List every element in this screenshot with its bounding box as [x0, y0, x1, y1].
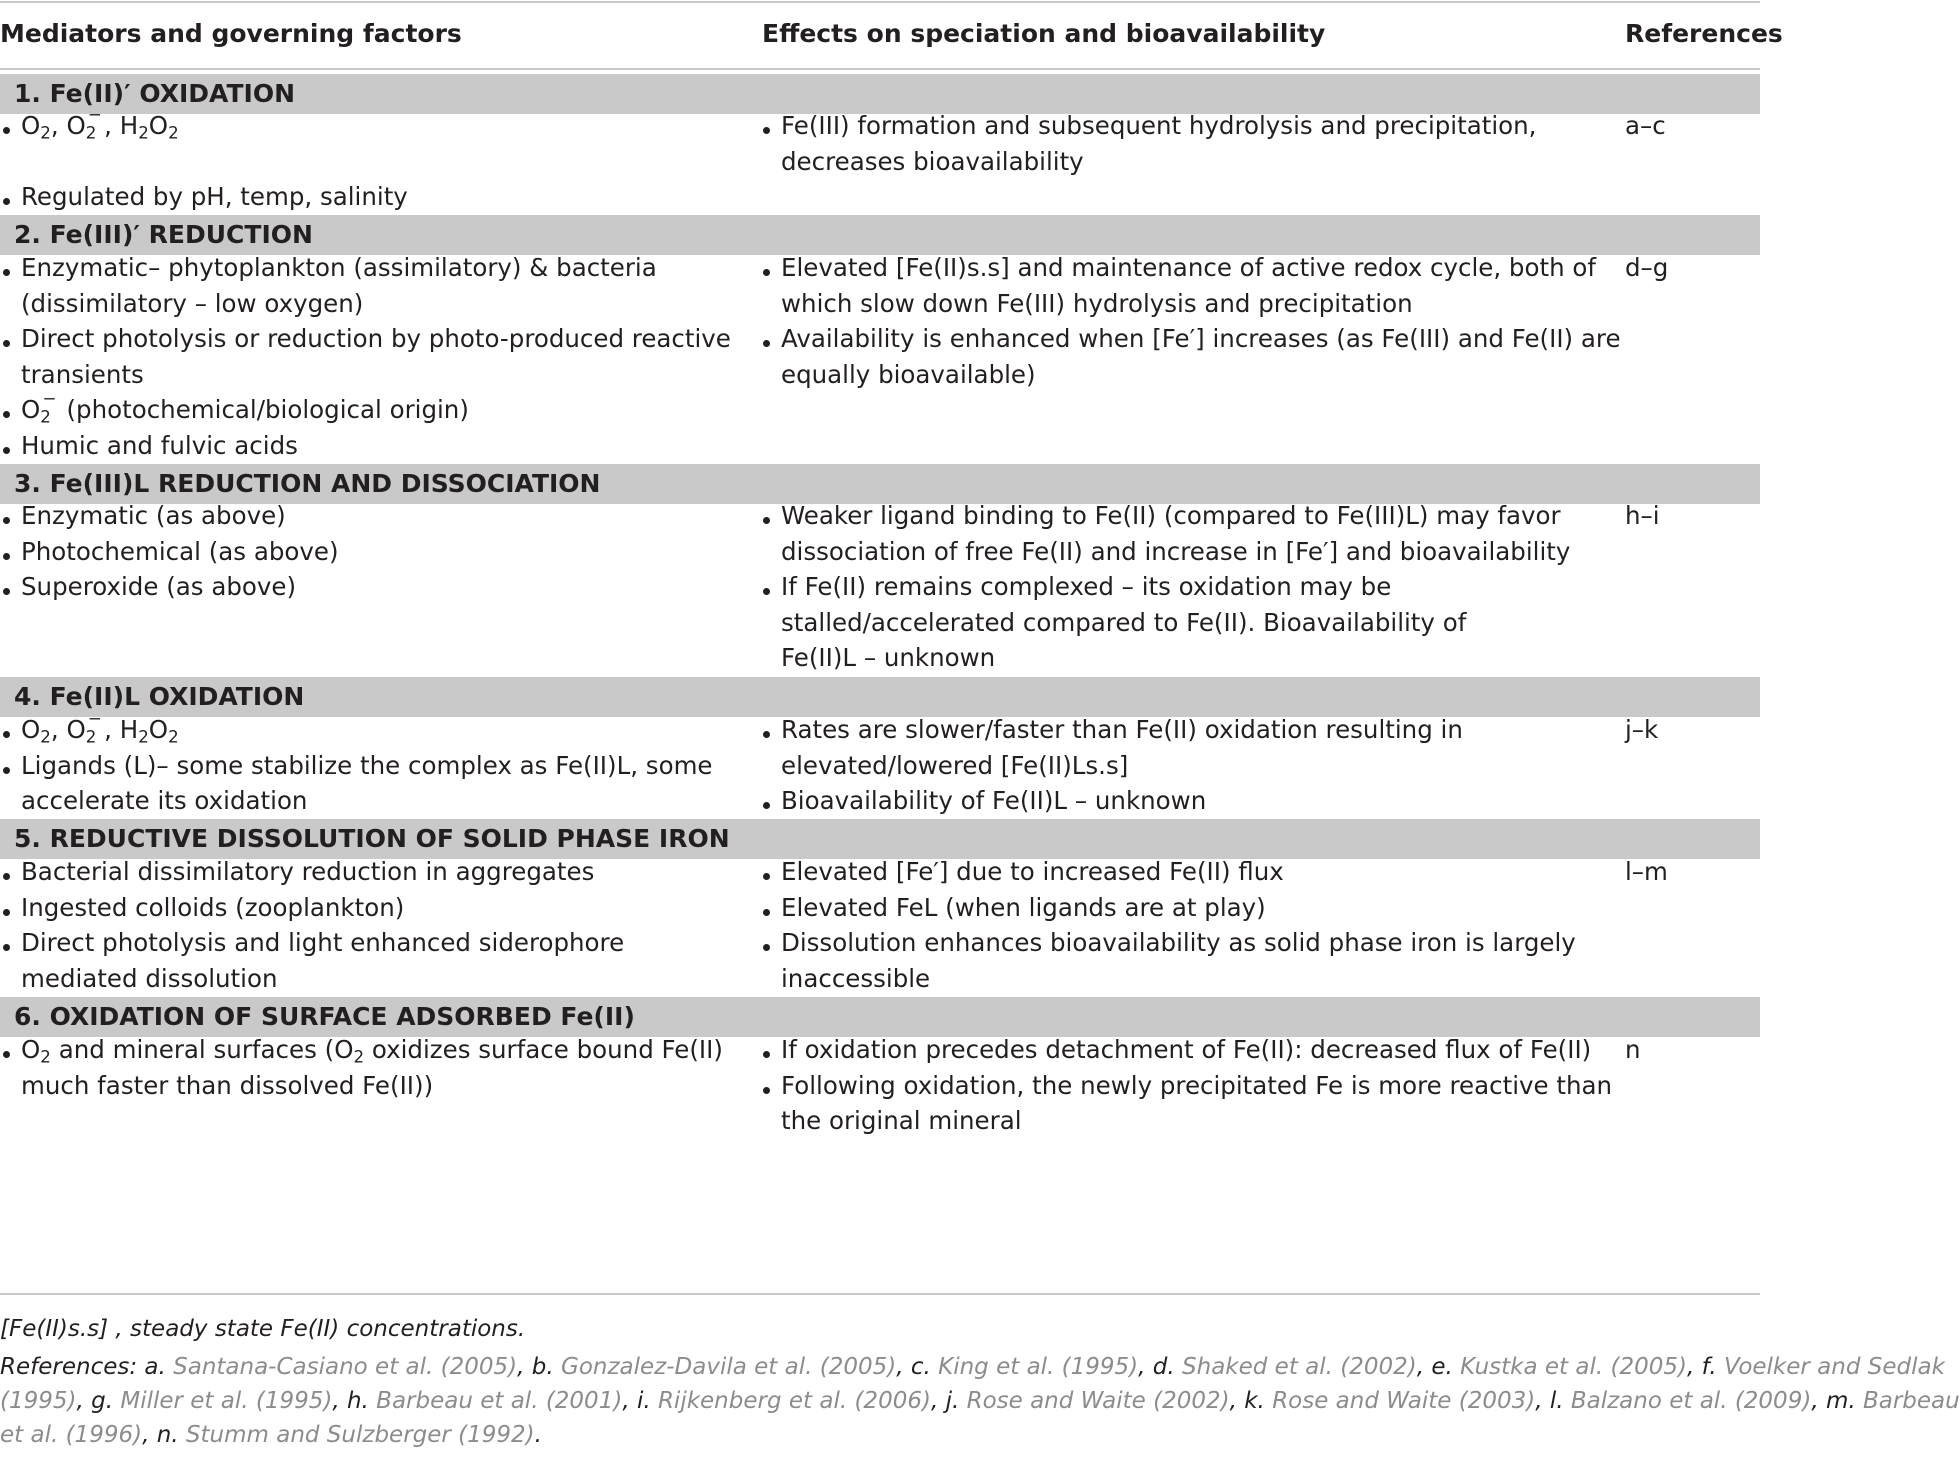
reference-separator: , — [76, 1388, 92, 1414]
reference-key: g. — [91, 1388, 121, 1414]
section-title: 1. Fe(II)′ OXIDATION — [14, 79, 295, 108]
reference-keys: d–g — [1625, 253, 1669, 282]
mediator-item: Superoxide (as above) — [0, 569, 296, 605]
reference-citation[interactable]: Barbeau et al. (2001) — [376, 1388, 623, 1414]
effect-item: Weaker ligand binding to Fe(II) (compared to Fe(III)L) may favor dissociation of free Fe(II) and increase in [Fe′] and bioavailability — [760, 498, 1570, 569]
reference-key: k. — [1244, 1388, 1273, 1414]
section-header — [0, 819, 1760, 859]
mediator-item: Direct photolysis or reduction by photo-produced reactive transients — [0, 321, 731, 392]
effect-item: Dissolution enhances bioavailability as solid phase iron is largely inaccessible — [760, 925, 1576, 996]
mediator-item: O2 − (photochemical/biological origin) — [0, 392, 469, 428]
mediator-item: Direct photolysis and light enhanced siderophore mediated dissolution — [0, 925, 624, 996]
reference-separator: , — [1416, 1354, 1432, 1380]
reference-key: f. — [1701, 1354, 1724, 1380]
reference-citation[interactable]: Gonzalez-Davila et al. (2005) — [561, 1354, 897, 1380]
header-rule — [0, 68, 1760, 70]
reference-keys: l–m — [1625, 857, 1668, 886]
mediator-item: Humic and fulvic acids — [0, 428, 298, 464]
reference-key: h. — [346, 1388, 377, 1414]
reference-citation[interactable]: Balzano et al. (2009) — [1570, 1388, 1812, 1414]
reference-separator: , — [1535, 1388, 1550, 1414]
reference-keys: n — [1625, 1035, 1641, 1064]
section-title: 4. Fe(II)L OXIDATION — [14, 682, 305, 711]
section-title: 3. Fe(III)L REDUCTION AND DISSOCIATION — [14, 469, 601, 498]
mediator-item: Ingested colloids (zooplankton) — [0, 890, 404, 926]
reference-key: d. — [1152, 1354, 1183, 1380]
reference-citation[interactable]: Kustka et al. (2005) — [1460, 1354, 1687, 1380]
reference-separator: , — [517, 1354, 532, 1380]
reference-keys: j–k — [1625, 715, 1659, 744]
mediator-item: $O_2$, O2 − , $H_2O_2$ — [0, 108, 179, 144]
reference-key: i. — [636, 1388, 658, 1414]
reference-key: l. — [1549, 1388, 1571, 1414]
reference-citation[interactable]: Stumm and Sulzberger (1992) — [185, 1422, 535, 1448]
reference-separator: , — [1229, 1388, 1245, 1414]
reference-key: n. — [156, 1422, 186, 1448]
section-header — [0, 215, 1760, 255]
effect-item: Elevated FeL (when ligands are at play) — [760, 890, 1266, 926]
table-bottom-rule — [0, 1293, 1760, 1295]
reference-separator: , — [896, 1354, 911, 1380]
reference-citation[interactable]: Barbeau — [1862, 1388, 1960, 1414]
references-label: References: — [0, 1354, 145, 1380]
effect-item: Elevated [Fe′] due to increased Fe(II) flux — [760, 854, 1284, 890]
effect-item: Bioavailability of Fe(II)L – unknown — [760, 783, 1206, 819]
mediator-item: $O_2$ and mineral surfaces ($O_2$ oxidizes surface bound Fe(II) much faster than dissolved Fe(II)) — [0, 1032, 723, 1103]
reference-key: e. — [1431, 1354, 1461, 1380]
reference-citation[interactable]: Rijkenberg et al. (2006) — [657, 1388, 931, 1414]
reference-citation[interactable]: (1995) — [0, 1388, 77, 1414]
reference-key: m. — [1825, 1388, 1863, 1414]
effect-item: If Fe(II) remains complexed – its oxidation may be stalled/accelerated compared to Fe(II). Bioavailability of Fe(II)L – unknown — [760, 569, 1466, 676]
reference-separator: , — [622, 1388, 637, 1414]
reference-separator: , — [142, 1422, 157, 1448]
reference-separator: . — [534, 1422, 542, 1448]
mediator-item: Photochemical (as above) — [0, 534, 339, 570]
table-header — [0, 14, 1783, 54]
mediator-item: Regulated by pH, temp, salinity — [0, 179, 408, 215]
reference-separator: , — [332, 1388, 347, 1414]
effect-item: Availability is enhanced when [Fe′] increases (as Fe(III) and Fe(II) are equally bioavailable) — [760, 321, 1621, 392]
section-header — [0, 677, 1760, 717]
effect-item: Fe(III) formation and subsequent hydrolysis and precipitation, decreases bioavailability — [760, 108, 1536, 179]
header-effects: Effects on speciation and bioavailability — [762, 19, 1326, 48]
reference-citation[interactable]: King et al. (1995) — [938, 1354, 1139, 1380]
reference-key: a. — [144, 1354, 174, 1380]
reference-citation[interactable]: Miller et al. (1995) — [120, 1388, 333, 1414]
reference-key: b. — [531, 1354, 561, 1380]
reference-citation[interactable]: Voelker and Sedlak — [1723, 1354, 1945, 1380]
mediator-item: Bacterial dissimilatory reduction in aggregates — [0, 854, 594, 890]
section-title: 2. Fe(III)′ REDUCTION — [14, 220, 313, 249]
effect-item: Following oxidation, the newly precipitated Fe is more reactive than the original mineral — [760, 1068, 1612, 1139]
table-top-rule — [0, 1, 1760, 3]
header-mediators: Mediators and governing factors — [0, 19, 462, 48]
mediator-item: $O_2$, O2 − , $H_2O_2$ — [0, 712, 179, 748]
mediator-item: Ligands (L)– some stabilize the complex as Fe(II)L, some accelerate its oxidation — [0, 748, 713, 819]
section-title: 6. OXIDATION OF SURFACE ADSORBED Fe(II) — [14, 1002, 635, 1031]
reference-citation[interactable]: Rose and Waite (2002) — [966, 1388, 1230, 1414]
reference-separator: , — [930, 1388, 946, 1414]
header-references: References — [1625, 19, 1783, 48]
reference-key: c. — [910, 1354, 939, 1380]
mediator-item: Enzymatic (as above) — [0, 498, 286, 534]
reference-keys: h–i — [1625, 501, 1660, 530]
reference-citation[interactable]: Santana-Casiano et al. (2005) — [173, 1354, 518, 1380]
section-header — [0, 997, 1760, 1037]
reference-separator: , — [1811, 1388, 1826, 1414]
section-title: 5. REDUCTIVE DISSOLUTION OF SOLID PHASE IRON — [14, 824, 730, 853]
effect-item: If oxidation precedes detachment of Fe(II): decreased flux of Fe(II) — [760, 1032, 1591, 1068]
steady-state-footnote: [Fe(II)s.s] , steady state Fe(II) concentrations. — [0, 1316, 526, 1342]
reference-key: j. — [945, 1388, 967, 1414]
reference-separator: , — [1686, 1354, 1702, 1380]
reference-citation[interactable]: Shaked et al. (2002) — [1182, 1354, 1417, 1380]
reference-citation[interactable]: et al. (1996) — [0, 1422, 143, 1448]
reference-keys: a–c — [1625, 111, 1666, 140]
reference-separator: , — [1138, 1354, 1153, 1380]
reference-citation[interactable]: Rose and Waite (2003) — [1272, 1388, 1536, 1414]
effect-item: Elevated [Fe(II)s.s] and maintenance of active redox cycle, both of which slow down Fe(III) hydrolysis and precipitation — [760, 250, 1596, 321]
effect-item: Rates are slower/faster than Fe(II) oxidation resulting in elevated/lowered [Fe(II)Ls.s] — [760, 712, 1463, 783]
mediator-item: Enzymatic– phytoplankton (assimilatory) & bacteria (dissimilatory – low oxygen) — [0, 250, 657, 321]
